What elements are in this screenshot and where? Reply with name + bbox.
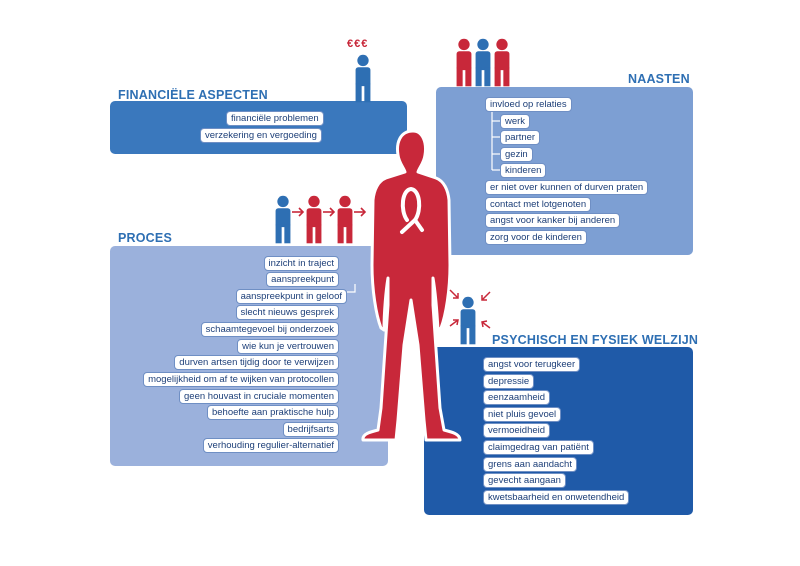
process-connector — [347, 284, 355, 292]
process-item: mogelijkheid om af te wijken van protocollen — [143, 372, 339, 387]
process-item: schaamtegevoel bij onderzoek — [201, 322, 339, 337]
process-item: geen houvast in cruciale momenten — [179, 389, 339, 404]
wellbeing-item: eenzaamheid — [483, 390, 550, 405]
person-icon-wellbeing — [461, 297, 476, 345]
process-item: durven artsen tijdig door te verwijzen — [174, 355, 339, 370]
process-title: PROCES — [118, 231, 172, 245]
process-item: inzicht in traject — [264, 256, 339, 271]
person-icon-process-3 — [338, 196, 353, 244]
relatives-item: zorg voor de kinderen — [485, 230, 587, 245]
relatives-item: contact met lotgenoten — [485, 197, 591, 212]
relatives-item: werk — [500, 114, 530, 129]
process-item: aanspreekpunt — [266, 272, 339, 287]
relatives-item: angst voor kanker bij anderen — [485, 213, 620, 228]
arrow-icon-process — [292, 208, 365, 216]
central-patient-figure — [363, 131, 460, 440]
relatives-title: NAASTEN — [628, 72, 690, 86]
wellbeing-item: vermoeidheid — [483, 423, 550, 438]
wellbeing-item: grens aan aandacht — [483, 457, 577, 472]
relatives-item: kinderen — [500, 163, 546, 178]
person-icon-relatives-2 — [476, 39, 491, 87]
process-item: slecht nieuws gesprek — [236, 305, 339, 320]
person-icon-relatives-3 — [495, 39, 510, 87]
wellbeing-item: angst voor terugkeer — [483, 357, 580, 372]
relatives-item: partner — [500, 130, 540, 145]
financial-title: FINANCIËLE ASPECTEN — [118, 88, 268, 102]
relatives-item: invloed op relaties — [485, 97, 572, 112]
relatives-item: er niet over kunnen of durven praten — [485, 180, 648, 195]
relatives-connectors — [492, 110, 500, 170]
person-icon-relatives-1 — [457, 39, 472, 87]
process-item: aanspreekpunt in geloof — [236, 289, 347, 304]
wellbeing-item: depressie — [483, 374, 534, 389]
wellbeing-item: niet pluis gevoel — [483, 407, 561, 422]
financial-item: financiële problemen — [226, 111, 324, 126]
wellbeing-item: claimgedrag van patiënt — [483, 440, 594, 455]
wellbeing-item: kwetsbaarheid en onwetendheid — [483, 490, 629, 505]
process-item: behoefte aan praktische hulp — [207, 405, 339, 420]
person-icon-financial — [356, 55, 371, 103]
currency-label: €€€ — [347, 38, 369, 50]
process-item: wie kun je vertrouwen — [237, 339, 339, 354]
financial-item: verzekering en vergoeding — [200, 128, 322, 143]
relatives-item: gezin — [500, 147, 533, 162]
person-icon-process-2 — [307, 196, 322, 244]
process-item: verhouding regulier-alternatief — [203, 438, 339, 453]
process-item: bedrijfsarts — [283, 422, 339, 437]
person-icon-process-1 — [276, 196, 291, 244]
wellbeing-item: gevecht aangaan — [483, 473, 566, 488]
wellbeing-title: PSYCHISCH EN FYSIEK WELZIJN — [492, 333, 699, 347]
